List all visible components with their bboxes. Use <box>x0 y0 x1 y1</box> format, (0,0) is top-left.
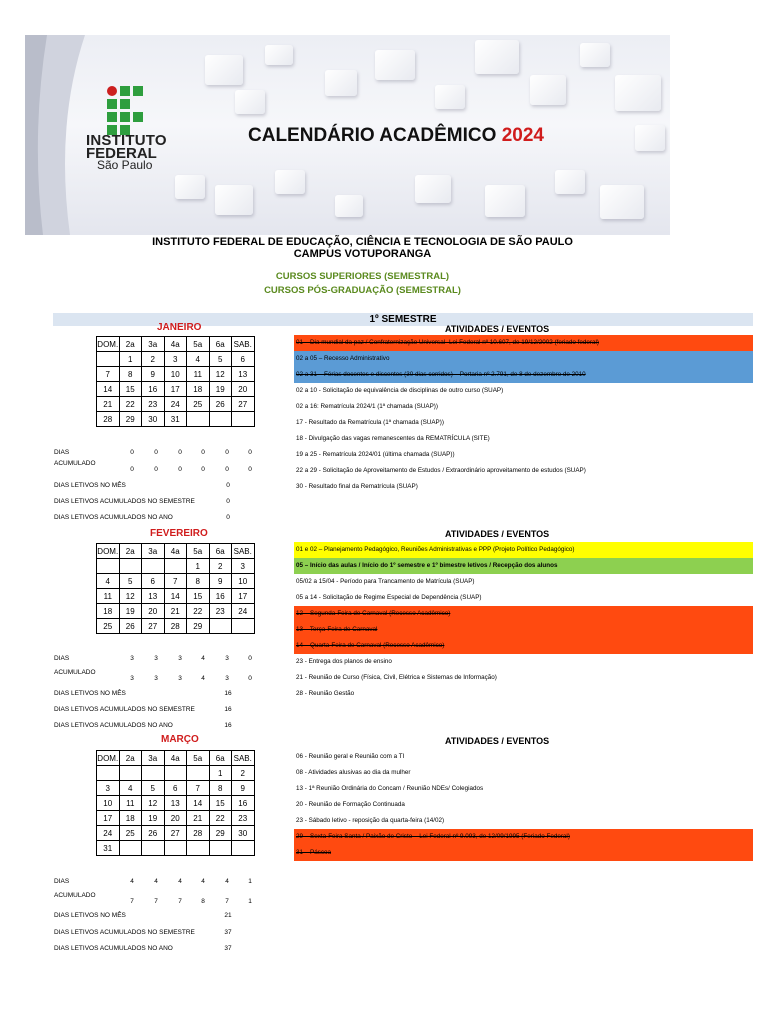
calendar-day[interactable]: 17 <box>97 811 120 826</box>
stat-value-acumulado: 7 <box>225 898 229 905</box>
stat-label-mes: DIAS LETIVOS NO MÊS <box>54 912 126 919</box>
calendar-grid <box>96 543 255 634</box>
calendar-day[interactable]: 12 <box>142 796 165 811</box>
calendar-day[interactable]: 1 <box>119 352 142 367</box>
calendar-day[interactable]: 30 <box>142 412 165 427</box>
campus-name: CAMPUS VOTUPORANGA <box>293 248 432 260</box>
stat-label-acumulado: ACUMULADO <box>54 892 96 899</box>
calendar-day[interactable]: 4 <box>119 781 142 796</box>
stat-value-acumulado: 4 <box>201 675 205 682</box>
weekday-header: 3a <box>142 337 165 352</box>
calendar-empty-cell <box>209 619 232 634</box>
event-text: 01 – Dia mundial da paz / Confraternização Universal- Lei Federal nº 10.607, de 19/12/2002 (feriado federal) <box>296 339 599 346</box>
calendar-day[interactable]: 21 <box>164 604 187 619</box>
decor-tile <box>555 170 585 194</box>
calendar-day[interactable]: 11 <box>187 367 210 382</box>
event-item <box>294 431 753 447</box>
calendar-day[interactable]: 5 <box>209 352 232 367</box>
calendar-day[interactable]: 11 <box>97 589 120 604</box>
stat-value-ano: 0 <box>226 514 230 521</box>
calendar-day[interactable]: 31 <box>97 841 120 856</box>
stat-value-dias: 4 <box>201 655 205 662</box>
calendar-empty-cell <box>164 766 187 781</box>
calendar-day[interactable]: 9 <box>142 367 165 382</box>
calendar-day[interactable]: 12 <box>119 589 142 604</box>
calendar-day[interactable]: 15 <box>187 589 210 604</box>
event-item <box>294 335 753 351</box>
stat-label-dias: DIAS <box>54 449 70 456</box>
event-text: 05/02 a 15/04 - Período para Trancamento de Matrícula (SUAP) <box>296 578 475 585</box>
month-name: FEVEREIRO <box>150 528 208 539</box>
calendar-day[interactable]: 5 <box>119 574 142 589</box>
calendar-day[interactable]: 25 <box>119 826 142 841</box>
calendar-day[interactable]: 18 <box>97 604 120 619</box>
logo-text-instituto: INSTITUTO <box>86 132 167 149</box>
calendar-empty-cell <box>119 559 142 574</box>
calendar-day[interactable]: 26 <box>142 826 165 841</box>
calendar-day[interactable]: 1 <box>209 766 232 781</box>
calendar-day[interactable]: 16 <box>142 382 165 397</box>
stat-value-dias: 4 <box>225 878 229 885</box>
stat-value-mes: 21 <box>224 912 232 919</box>
event-text: 17 - Resultado da Rematrícula (1ª chamada (SUAP)) <box>296 419 444 426</box>
stat-value-acumulado: 3 <box>154 675 158 682</box>
stat-label-mes: DIAS LETIVOS NO MÊS <box>54 482 126 489</box>
stat-label-acumulado: ACUMULADO <box>54 460 96 467</box>
stat-value-acumulado: 7 <box>130 898 134 905</box>
event-text: 13 – Terça-Feira de Carnaval <box>296 626 378 633</box>
event-text: 30 - Resultado final da Rematrícula (SUAP) <box>296 483 418 490</box>
calendar-day[interactable]: 11 <box>119 796 142 811</box>
event-text: 22 a 29 - Solicitação de Aproveitamento de Estudos / Extraordinário aproveitamento de estudos (SUAP) <box>296 467 586 474</box>
calendar-day[interactable]: 15 <box>209 796 232 811</box>
calendar-day[interactable]: 24 <box>164 397 187 412</box>
calendar-day[interactable]: 5 <box>142 781 165 796</box>
event-item <box>294 415 753 431</box>
calendar-day[interactable]: 4 <box>187 352 210 367</box>
event-item <box>294 686 753 702</box>
calendar-day[interactable]: 6 <box>164 781 187 796</box>
calendar-empty-cell <box>164 841 187 856</box>
weekday-header: 5a <box>187 337 210 352</box>
event-item <box>294 351 753 367</box>
calendar-day[interactable]: 26 <box>119 619 142 634</box>
calendar-day[interactable]: 12 <box>209 367 232 382</box>
calendar-day[interactable]: 25 <box>97 619 120 634</box>
calendar-grid <box>96 750 255 856</box>
calendar-day[interactable]: 15 <box>119 382 142 397</box>
calendar-day[interactable]: 29 <box>187 619 210 634</box>
stat-label-dias: DIAS <box>54 655 70 662</box>
weekday-header: 6a <box>209 337 232 352</box>
month-name: MARÇO <box>161 734 199 745</box>
event-item <box>294 447 753 463</box>
stat-value-acumulado: 0 <box>225 466 229 473</box>
calendar-day[interactable]: 9 <box>209 574 232 589</box>
calendar-day[interactable]: 23 <box>142 397 165 412</box>
decor-tile <box>415 175 451 203</box>
stat-value-acumulado: 8 <box>201 898 205 905</box>
weekday-header: SAB. <box>232 544 255 559</box>
event-text: 31 – Páscoa <box>296 849 332 856</box>
decor-tile <box>530 75 566 105</box>
stat-value-acumulado: 0 <box>154 466 158 473</box>
stat-value-acumulado: 0 <box>130 466 134 473</box>
calendar-day[interactable]: 21 <box>187 811 210 826</box>
calendar-day[interactable]: 27 <box>164 826 187 841</box>
institution-name: INSTITUTO FEDERAL DE EDUCAÇÃO, CIÊNCIA E TECNOLOGIA DE SÃO PAULO <box>152 236 573 248</box>
calendar-empty-cell <box>164 559 187 574</box>
calendar-day[interactable]: 9 <box>232 781 255 796</box>
logo-red-dot <box>107 86 117 96</box>
logo-text-federal: FEDERAL <box>86 145 157 162</box>
calendar-day[interactable]: 8 <box>119 367 142 382</box>
calendar-day[interactable]: 16 <box>209 589 232 604</box>
event-item <box>294 367 753 383</box>
calendar-day[interactable]: 20 <box>232 382 255 397</box>
weekday-header: SAB. <box>232 337 255 352</box>
calendar-empty-cell <box>97 559 120 574</box>
decor-tile <box>215 185 253 215</box>
weekday-header: DOM. <box>97 337 120 352</box>
calendar-day[interactable]: 6 <box>232 352 255 367</box>
decor-tile <box>335 195 363 217</box>
calendar-day[interactable]: 19 <box>119 604 142 619</box>
event-item <box>294 638 753 654</box>
event-text: 02 a 16: Rematrícula 2024/1 (1ª chamada (SUAP)) <box>296 403 438 410</box>
calendar-day[interactable]: 24 <box>97 826 120 841</box>
decor-tile <box>325 70 357 96</box>
event-text: 23 - Entrega dos planos de ensino <box>296 658 392 665</box>
stat-value-dias: 3 <box>154 655 158 662</box>
stat-value-dias: 4 <box>154 878 158 885</box>
stat-value-dias: 0 <box>201 449 205 456</box>
event-item <box>294 383 753 399</box>
calendar-day[interactable]: 3 <box>97 781 120 796</box>
calendar-empty-cell <box>187 766 210 781</box>
event-text: 06 - Reunião geral e Reunião com a TI <box>296 753 405 760</box>
calendar-day[interactable]: 4 <box>97 574 120 589</box>
decor-tile <box>600 185 644 219</box>
course-superiores: CURSOS SUPERIORES (SEMESTRAL) <box>275 271 450 282</box>
calendar-day[interactable]: 24 <box>232 604 255 619</box>
semester-bar: 1º SEMESTRE <box>53 313 753 326</box>
stat-label-acumulado: ACUMULADO <box>54 669 96 676</box>
stat-value-ano: 37 <box>224 945 232 952</box>
calendar-day[interactable]: 2 <box>232 766 255 781</box>
calendar-day[interactable]: 2 <box>209 559 232 574</box>
stat-label-ano: DIAS LETIVOS ACUMULADOS NO ANO <box>54 945 173 952</box>
decor-tile <box>635 125 665 151</box>
calendar-day[interactable]: 13 <box>142 589 165 604</box>
event-item <box>294 574 753 590</box>
stat-value-dias: 0 <box>225 449 229 456</box>
stat-value-dias: 0 <box>248 655 252 662</box>
event-item <box>294 670 753 686</box>
stat-label-semestre: DIAS LETIVOS ACUMULADOS NO SEMESTRE <box>54 706 195 713</box>
event-text: 01 e 02 – Planejamento Pedagógico, Reuniões Administrativas e PPP (Projeto Político Pedagógico) <box>296 546 575 553</box>
calendar-empty-cell <box>97 352 120 367</box>
weekday-header: 4a <box>164 337 187 352</box>
stat-value-semestre: 16 <box>224 706 232 713</box>
stat-value-mes: 16 <box>224 690 232 697</box>
stat-label-dias: DIAS <box>54 878 70 885</box>
stat-value-acumulado: 7 <box>154 898 158 905</box>
stat-value-ano: 16 <box>224 722 232 729</box>
weekday-header: 2a <box>119 337 142 352</box>
calendar-empty-cell <box>119 841 142 856</box>
stat-value-dias: 0 <box>248 449 252 456</box>
activities-title: ATIVIDADES / EVENTOS <box>445 529 550 539</box>
stat-value-mes: 0 <box>226 482 230 489</box>
stat-value-dias: 0 <box>178 449 182 456</box>
calendar-day[interactable]: 17 <box>232 589 255 604</box>
calendar-day[interactable]: 3 <box>164 352 187 367</box>
event-text: 20 - Reunião de Formação Continuada <box>296 801 405 808</box>
calendar-empty-cell <box>142 559 165 574</box>
calendar-empty-cell <box>97 766 120 781</box>
event-text: 21 - Reunião de Curso (Física, Civil, Elétrica e Sistemas de Informação) <box>296 674 497 681</box>
calendar-grid <box>96 336 255 427</box>
event-item <box>294 829 753 845</box>
decor-tile <box>580 43 610 67</box>
calendar-day[interactable]: 14 <box>164 589 187 604</box>
calendar-day[interactable]: 19 <box>209 382 232 397</box>
stat-label-mes: DIAS LETIVOS NO MÊS <box>54 690 126 697</box>
weekday-header: 6a <box>209 544 232 559</box>
calendar-empty-cell <box>142 841 165 856</box>
calendar-empty-cell <box>232 841 255 856</box>
event-item <box>294 749 753 765</box>
calendar-day[interactable]: 2 <box>142 352 165 367</box>
stat-value-dias: 0 <box>154 449 158 456</box>
stat-value-dias: 3 <box>178 655 182 662</box>
calendar-day[interactable]: 13 <box>164 796 187 811</box>
calendar-day[interactable]: 14 <box>97 382 120 397</box>
stat-value-acumulado: 3 <box>178 675 182 682</box>
stat-value-acumulado: 0 <box>248 675 252 682</box>
weekday-header: 4a <box>164 544 187 559</box>
calendar-day[interactable]: 10 <box>232 574 255 589</box>
calendar-empty-cell <box>232 412 255 427</box>
event-text: 05 – Início das aulas / Início do 1º semestre e 1º bimestre letivos / Recepção dos alunos <box>296 562 558 569</box>
stat-value-acumulado: 3 <box>225 675 229 682</box>
calendar-day[interactable]: 28 <box>97 412 120 427</box>
stat-value-semestre: 0 <box>226 498 230 505</box>
stat-label-semestre: DIAS LETIVOS ACUMULADOS NO SEMESTRE <box>54 498 195 505</box>
activities-title: ATIVIDADES / EVENTOS <box>445 324 550 334</box>
event-item <box>294 606 753 622</box>
calendar-day[interactable]: 28 <box>164 619 187 634</box>
events-list <box>294 749 753 861</box>
stat-value-acumulado: 7 <box>178 898 182 905</box>
stat-value-acumulado: 0 <box>178 466 182 473</box>
event-text: 18 - Divulgação das vagas remanescentes da REMATRÍCULA (SITE) <box>296 435 490 442</box>
event-text: 28 - Reunião Gestão <box>296 690 355 697</box>
weekday-header: 4a <box>164 751 187 766</box>
event-item <box>294 590 753 606</box>
stat-value-dias: 4 <box>178 878 182 885</box>
calendar-day[interactable]: 6 <box>142 574 165 589</box>
decor-tile <box>615 75 661 111</box>
event-item <box>294 479 753 495</box>
calendar-day[interactable]: 1 <box>187 559 210 574</box>
calendar-day[interactable]: 21 <box>97 397 120 412</box>
calendar-day[interactable]: 19 <box>142 811 165 826</box>
calendar-day[interactable]: 7 <box>97 367 120 382</box>
calendar-day[interactable]: 31 <box>164 412 187 427</box>
calendar-empty-cell <box>209 412 232 427</box>
calendar-day[interactable]: 3 <box>232 559 255 574</box>
event-item <box>294 813 753 829</box>
decor-tile <box>375 50 415 80</box>
weekday-header: SAB. <box>232 751 255 766</box>
calendar-day[interactable]: 27 <box>142 619 165 634</box>
calendar-day[interactable]: 14 <box>187 796 210 811</box>
decor-tile <box>235 90 265 114</box>
calendar-empty-cell <box>119 766 142 781</box>
event-text: 23 - Sábado letivo - reposição da quarta-feira (14/02) <box>296 817 445 824</box>
calendar-day[interactable]: 29 <box>119 412 142 427</box>
calendar-empty-cell <box>232 619 255 634</box>
events-list <box>294 335 753 495</box>
calendar-day[interactable]: 22 <box>187 604 210 619</box>
stat-value-acumulado: 3 <box>130 675 134 682</box>
calendar-day[interactable]: 26 <box>209 397 232 412</box>
calendar-day[interactable]: 7 <box>187 781 210 796</box>
calendar-day[interactable]: 22 <box>209 811 232 826</box>
course-pos-graduacao: CURSOS PÓS-GRADUAÇÃO (SEMESTRAL) <box>264 285 461 296</box>
calendar-empty-cell <box>209 841 232 856</box>
decor-tile <box>275 170 305 194</box>
event-item <box>294 558 753 574</box>
calendar-day[interactable]: 28 <box>187 826 210 841</box>
event-item <box>294 797 753 813</box>
stat-value-dias: 3 <box>130 655 134 662</box>
event-item <box>294 399 753 415</box>
event-text: 02 a 31 – Férias docentes e discentes (30 dias corridos) – Portaria nº 2.791, de 8 de dezembro de 2010 <box>296 371 586 378</box>
weekday-header: 6a <box>209 751 232 766</box>
event-item <box>294 622 753 638</box>
stat-value-dias: 3 <box>225 655 229 662</box>
event-text: 29 – Sexta-Feira Santa / Paixão de Cristo – Lei Federal nº 9.093, de 12/09/1995 (Feriado Federal) <box>296 833 570 840</box>
decor-tile <box>265 45 293 65</box>
event-text: 08 - Atividades alusivas ao dia da mulher <box>296 769 411 776</box>
calendar-day[interactable]: 8 <box>187 574 210 589</box>
event-text: 19 a 25 - Rematrícula 2024/01 (última chamada (SUAP)) <box>296 451 455 458</box>
event-text: 13 - 1ª Reunião Ordinária do Concam / Reunião NDEs/ Colegiados <box>296 785 484 792</box>
event-item <box>294 654 753 670</box>
stat-value-acumulado: 0 <box>201 466 205 473</box>
calendar-day[interactable]: 23 <box>209 604 232 619</box>
decor-tile <box>475 40 519 74</box>
calendar-day[interactable]: 23 <box>232 811 255 826</box>
weekday-header: 5a <box>187 544 210 559</box>
calendar-day[interactable]: 20 <box>142 604 165 619</box>
stat-label-ano: DIAS LETIVOS ACUMULADOS NO ANO <box>54 514 173 521</box>
calendar-day[interactable]: 17 <box>164 382 187 397</box>
event-text: 05 a 14 - Solicitação de Regime Especial de Dependência (SUAP) <box>296 594 482 601</box>
calendar-day[interactable]: 16 <box>232 796 255 811</box>
stat-value-acumulado: 1 <box>248 898 252 905</box>
weekday-header: 3a <box>142 544 165 559</box>
stat-value-dias: 4 <box>130 878 134 885</box>
weekday-header: DOM. <box>97 751 120 766</box>
calendar-day[interactable]: 27 <box>232 397 255 412</box>
event-item <box>294 781 753 797</box>
weekday-header: DOM. <box>97 544 120 559</box>
calendar-day[interactable]: 20 <box>164 811 187 826</box>
weekday-header: 5a <box>187 751 210 766</box>
events-list <box>294 542 753 702</box>
event-text: 02 a 05 – Recesso Administrativo <box>296 355 390 362</box>
logo-text-sao-paulo: São Paulo <box>97 158 153 172</box>
calendar-day[interactable]: 25 <box>187 397 210 412</box>
weekday-header: 2a <box>119 751 142 766</box>
activities-title: ATIVIDADES / EVENTOS <box>445 736 550 746</box>
title-year: 2024 <box>501 125 544 146</box>
calendar-day[interactable]: 8 <box>209 781 232 796</box>
decor-tile <box>175 175 205 199</box>
event-item <box>294 765 753 781</box>
decor-tile <box>205 55 243 85</box>
event-item <box>294 542 753 558</box>
event-text: 14 – Quarta-Feira de Carnaval (Recesso Acadêmico) <box>296 642 445 649</box>
calendar-day[interactable]: 7 <box>164 574 187 589</box>
event-text: 12 – Segunda-Feira de Carnaval (Recesso Acadêmico) <box>296 610 451 617</box>
calendar-day[interactable]: 22 <box>119 397 142 412</box>
calendar-day[interactable]: 13 <box>232 367 255 382</box>
month-name: JANEIRO <box>157 322 202 333</box>
stat-value-dias: 4 <box>201 878 205 885</box>
calendar-empty-cell <box>187 841 210 856</box>
stat-value-dias: 0 <box>130 449 134 456</box>
stat-value-acumulado: 0 <box>248 466 252 473</box>
stat-value-dias: 1 <box>248 878 252 885</box>
calendar-day[interactable]: 29 <box>209 826 232 841</box>
decor-tile <box>435 85 465 109</box>
event-item <box>294 845 753 861</box>
weekday-header: 2a <box>119 544 142 559</box>
calendar-day[interactable]: 30 <box>232 826 255 841</box>
calendar-day[interactable]: 18 <box>119 811 142 826</box>
decor-tile <box>485 185 525 217</box>
calendar-day[interactable]: 10 <box>97 796 120 811</box>
calendar-day[interactable]: 10 <box>164 367 187 382</box>
weekday-header: 3a <box>142 751 165 766</box>
calendar-day[interactable]: 18 <box>187 382 210 397</box>
page-title: CALENDÁRIO ACADÊMICO 2024 <box>248 125 544 146</box>
calendar-empty-cell <box>142 766 165 781</box>
stat-label-semestre: DIAS LETIVOS ACUMULADOS NO SEMESTRE <box>54 929 195 936</box>
event-text: 02 a 10 - Solicitação de equivalência de disciplinas de outro curso (SUAP) <box>296 387 504 394</box>
stat-label-ano: DIAS LETIVOS ACUMULADOS NO ANO <box>54 722 173 729</box>
calendar-empty-cell <box>187 412 210 427</box>
stat-value-semestre: 37 <box>224 929 232 936</box>
event-item <box>294 463 753 479</box>
